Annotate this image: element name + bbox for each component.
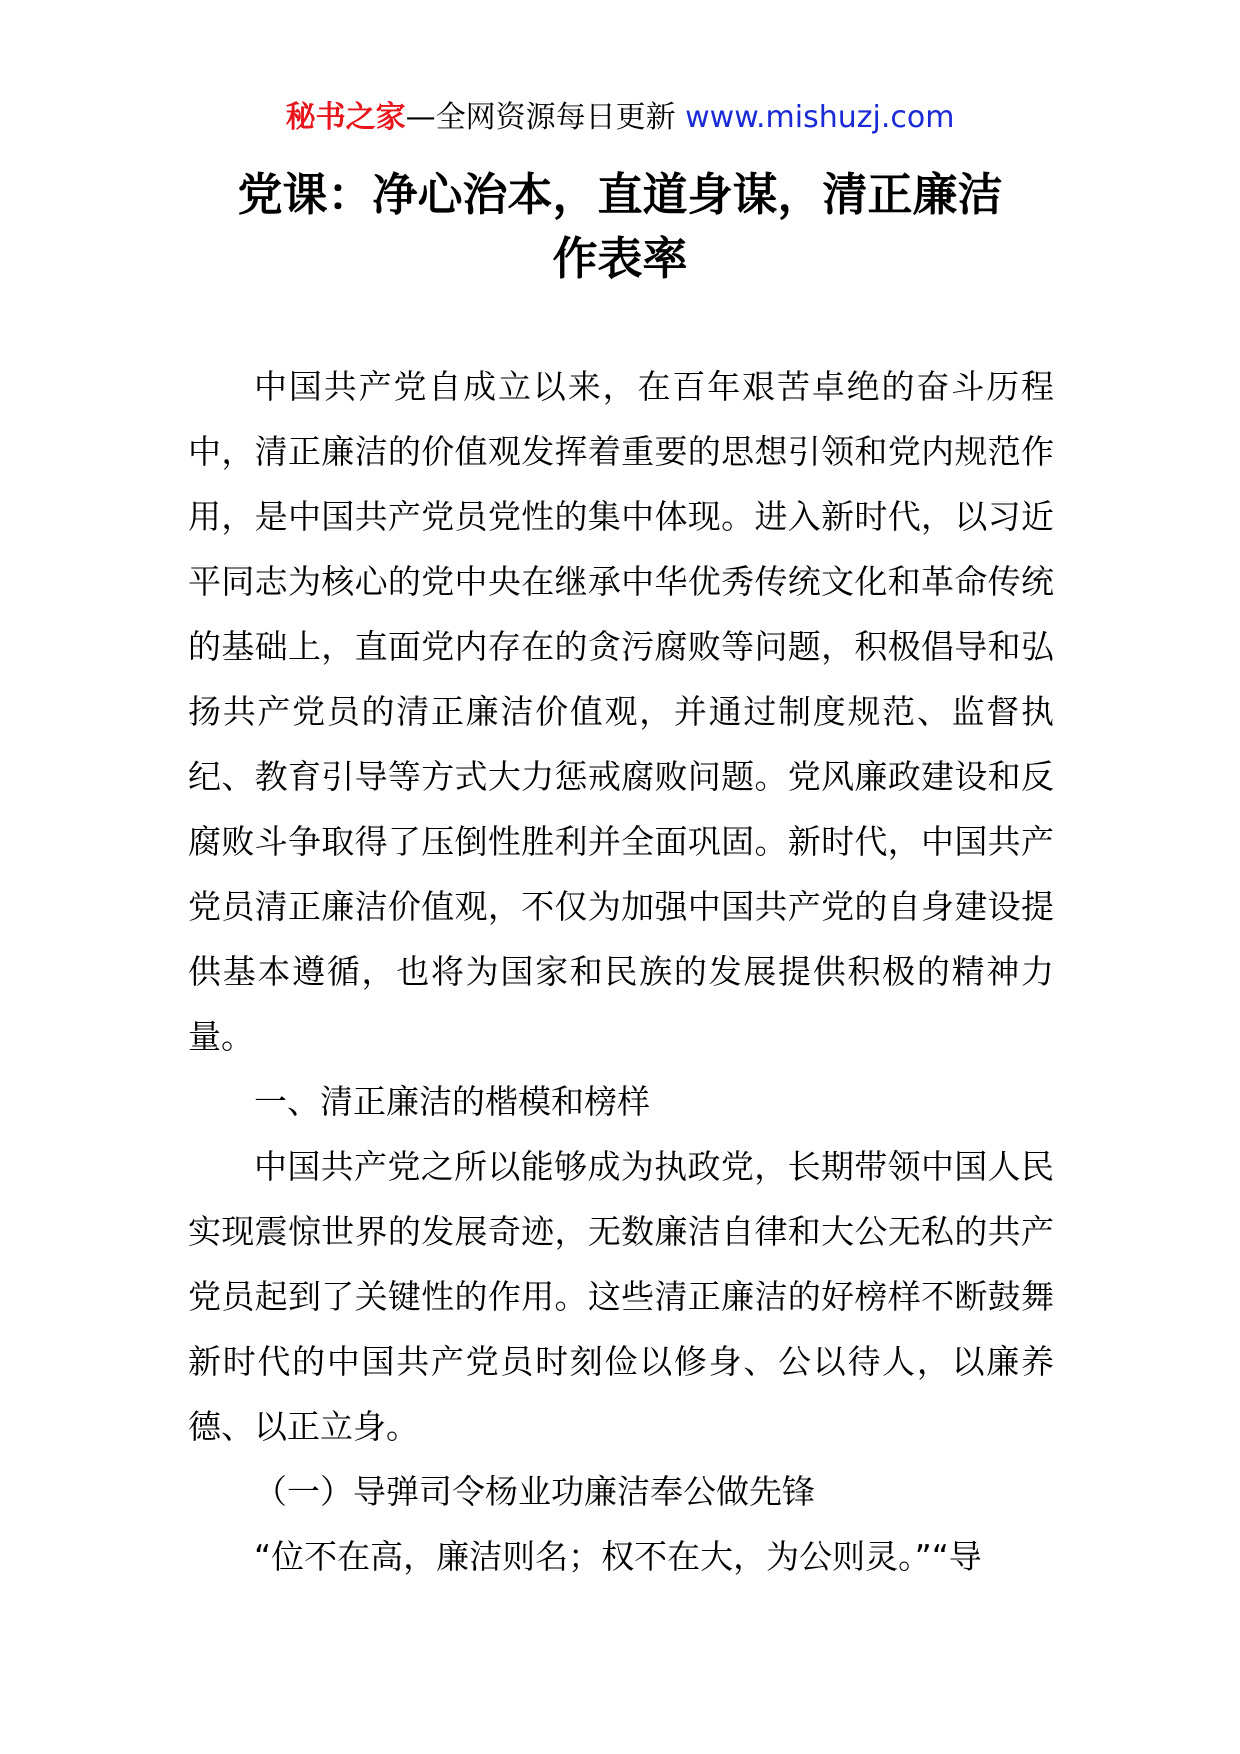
site-url-link[interactable]: www.mishuzj.com: [685, 100, 955, 135]
subsection-1-paragraph: “位不在高，廉洁则名；权不在大，为公则灵。”“导: [254, 1537, 982, 1576]
document-title: [200, 163, 1040, 291]
section-1-paragraph: 中国共产党之所以能够成为执政党，长期带领中国人民实现震惊世界的发展奇迹，无数廉洁自律和大公无私的共产党员起到了关键性的作用。这些清正廉洁的好榜样不断鼓舞新时代的中国共产党员时刻俭以修身、公以待人，以廉养德、以正立身。: [188, 1147, 1054, 1446]
title-line-2: 作表率: [552, 232, 688, 285]
title-line-1: 党课：净心治本，直道身谋，清正廉洁: [237, 168, 1003, 221]
section-heading-1: 一、清正廉洁的楷模和榜样: [254, 1082, 650, 1121]
site-header: [0, 98, 1240, 138]
intro-paragraph: 中国共产党自成立以来，在百年艰苦卓绝的奋斗历程中，清正廉洁的价值观发挥着重要的思想引领和党内规范作用，是中国共产党员党性的集中体现。进入新时代，以习近平同志为核心的党中央在继承中华优秀传统文化和革命传统的基础上，直面党内存在的贪污腐败等问题，积极倡导和弘扬共产党员的清正廉洁价值观，并通过制度规范、监督执纪、教育引导等方式大力惩戒腐败问题。党风廉政建设和反腐败斗争取得了压倒性胜利并全面巩固。新时代，中国共产党员清正廉洁价值观，不仅为加强中国共产党的自身建设提供基本遵循，也将为国家和民族的发展提供积极的精神力量。: [188, 367, 1054, 1056]
site-tagline: —全网资源每日更新: [405, 100, 676, 135]
subsection-heading-1: （一）导弹司令杨业功廉洁奉公做先锋: [254, 1472, 815, 1511]
site-brand: 秘书之家: [285, 100, 406, 135]
document-body: [188, 354, 1054, 1589]
